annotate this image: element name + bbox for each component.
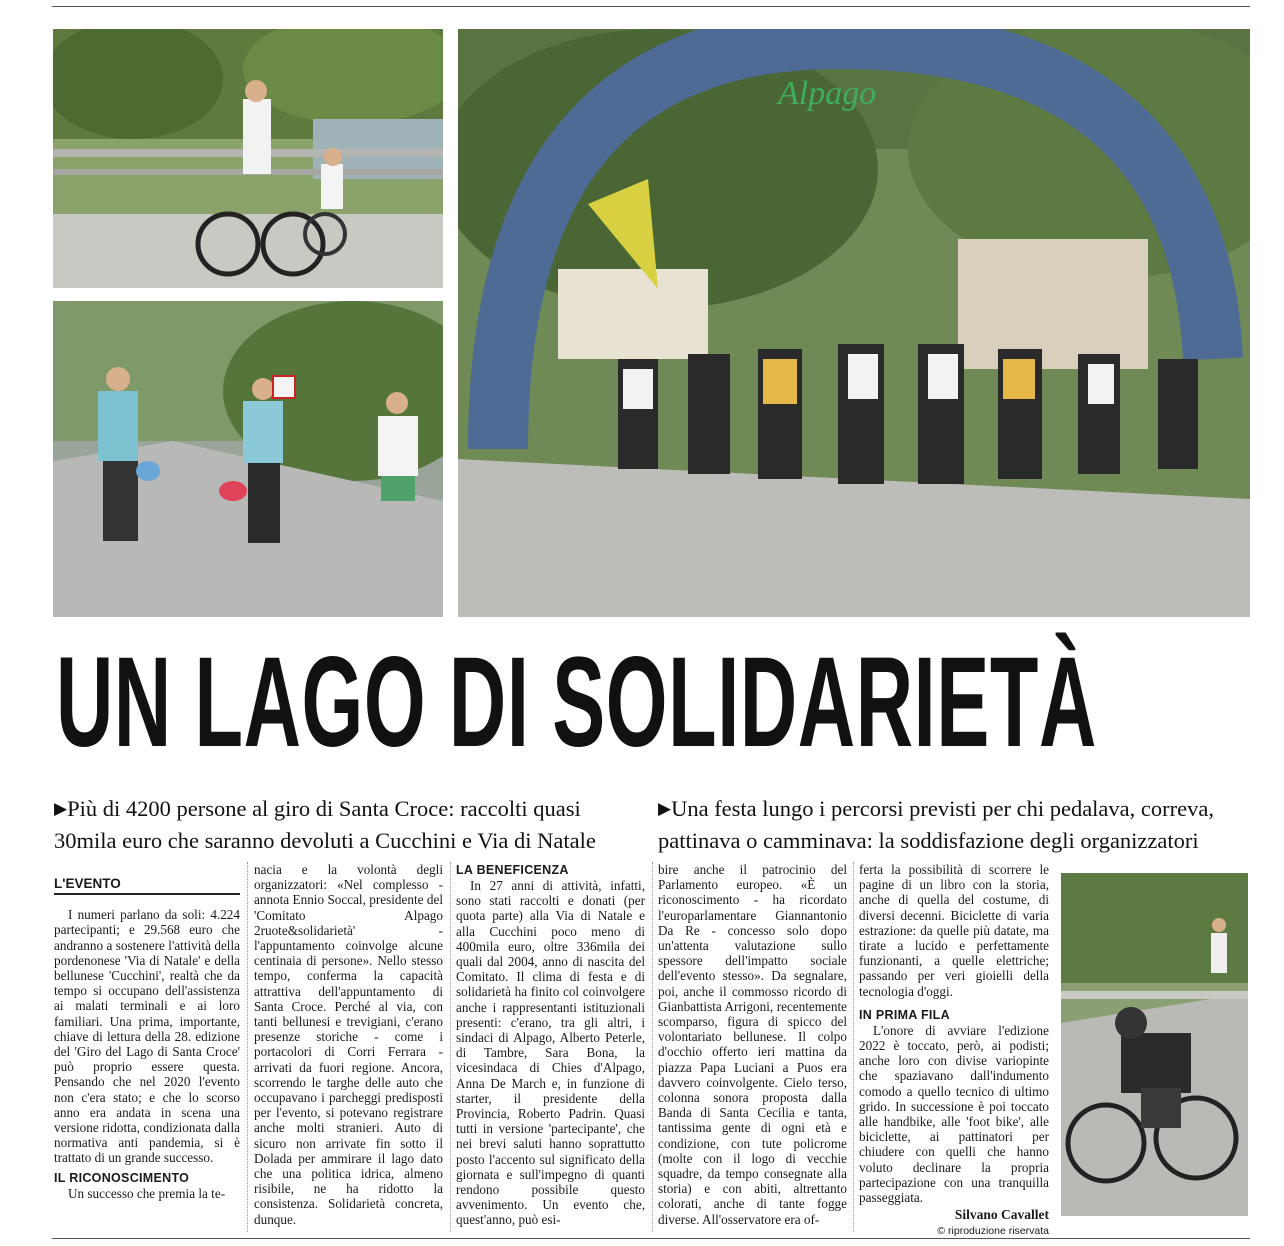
arch-brand: Alpago — [778, 75, 877, 112]
subhead-right — [658, 794, 1258, 856]
column-divider — [247, 862, 248, 1232]
photo-skaters — [53, 301, 443, 617]
paragraph: ferta la possibilità di scorrere le pagine di un libro con la storia, anche di quella del costume, di diversi decenni. Biciclette di varia estrazione: da quelle più datate, ma tirate a lucido e perfettamente funzionanti, a quelle elettriche; passando per veri gioielli della tecnologia d'oggi. — [859, 862, 1049, 999]
rights-notice: © riproduzione riservata — [937, 1225, 1049, 1238]
top-rule — [52, 6, 1250, 7]
column-divider — [853, 862, 854, 1232]
section-heading: IN PRIMA FILA — [859, 1007, 950, 1022]
paragraph: nacia e la volontà degli organizzatori: «Nel complesso - annota Ennio Soccal, presidente del 'Comitato Alpago 2ruote&solidarietà' - l'appuntamento coinvolge alcune centinaia di persone». Nello stesso tempo, conferma la capacità attrattiva dell'appuntamento di Santa Croce. Perché al via, con tanti bellunesi e trevigiani, c'erano presenze storiche - come i portacolori di Corri Ferrara - arrivati da fuori regione. Ancora, scorrendo le targhe delle auto che occupavano i parcheggi predisposti per l'evento, si potevano registrare anche molti stranieri. Auto di sicuro non arrivate fin sotto il Dolada per ammirare il lago dato che una politica idrica, almeno risibile, ne ha ridotto la consistenza. Solidarietà concreta, dunque. — [254, 862, 443, 1227]
article-column-4 — [658, 862, 847, 1227]
byline: Silvano Cavallet — [954, 1207, 1049, 1223]
triangle-icon: ▶ — [54, 799, 68, 818]
subhead-right-text: Una festa lungo i percorsi previsti per chi pedalava, correva, pattinava o camminava: la soddisfazione degli organizzatori — [658, 796, 1214, 853]
section-heading: LA BENEFICENZA — [456, 863, 569, 877]
article-column-3 — [456, 862, 645, 1228]
paragraph: Un successo che premia la te- — [68, 1185, 226, 1201]
article-column-1 — [54, 862, 240, 1201]
paragraph: In 27 anni di attività, infatti, sono stati raccolti e donati (per quota parte) alla Via di Natale e alla Cucchini poco meno di 400mila euro, oltre 336mila dei quali dal 2004, anno di nascita del Comitato. Il clima di festa e di solidarietà ha finito col coinvolgere anche i rappresentanti istituzionali presenti: c'erano, tra gli altri, i sindaci di Alpago, Alberto Peterle, di Tambre, Sara Bona, la vicesindaca di Chies d'Alpago, Anna De March e, in funzione di starter, il presidente della Provincia, Roberto Padrin. Quasi tutti in versione 'partecipante', che nei brevi saluti hanno soprattutto posto l'accento sul significato della giornata e sull'impegno di quanti rendono possibile questo avvenimento. Un evento che, quest'anno, può esi- — [456, 878, 645, 1228]
photo-cyclists — [53, 29, 443, 288]
paragraph: L'onore di avviare l'edizione 2022 è toccato, però, ai podisti; anche loro con divise variopinte che spaziavano dall'indumento comodo a quello tecnico di ultimo grido. In successione è poi toccato alle handbike, alle 'foot bike', alle biciclette, ai pattinatori per chiudere con quelli che hanno voluto declinare la propria partecipazione con una tranquilla passeggiata. — [859, 1022, 1049, 1206]
paragraph: bire anche il patrocinio del Parlamento europeo. «È un riconoscimento - ha ricordato l'europarlamentare Giannantonio Da Re - concesso solo dopo un'attenta valutazione sullo spessore dell'impatto sociale dell'evento stesso». Da segnalare, poi, anche il commosso ricordo di Gianbattista Arrigoni, recentemente scomparso, figura di spicco del volontariato bellunese. Il colpo d'occhio offerto ieri mattina da piazza Papa Luciani a Puos era davvero coinvolgente. Cielo terso, colonna sonora proposta dalla Banda di Santa Cecilia e tanta, tantissima gente di ogni età e condizione, con tute policrome (molte con il logo di vecchie squadre, da tempo consegnate alla storia) e con abiti, altrettanto colorati, anche di tante fogge diverse. All'osservatore era of- — [658, 862, 847, 1227]
triangle-icon: ▶ — [658, 799, 672, 818]
subhead-left — [54, 794, 634, 856]
article-column-5 — [859, 862, 1049, 1240]
column-divider — [652, 862, 653, 1232]
paragraph: I numeri parlano da soli: 4.224 partecipanti; e 29.568 euro che andranno a sostenere l'attività della pordenonese 'Via di Natale' e della bellunese 'Cucchini', realtà che da tempo si occupano dell'assistenza ai malati terminali e ai loro familiari. Una prima, importante, chiave di lettura della 28. edizione del 'Giro del Lago di Santa Croce' può proprio essere questa. Pensando che nel 2020 l'evento non c'era stato; e che lo scorso anno era andata in scena una versione ridotta, condizionata dalla normativa anti pandemia, si è trattato di un grande successo. — [54, 907, 240, 1166]
section-heading: IL RICONOSCIMENTO — [54, 1170, 190, 1185]
subhead-left-text: Più di 4200 persone al giro di Santa Croce: raccolti quasi 30mila euro che saranno devoluti a Cucchini e Via di Natale — [54, 796, 596, 853]
photo-race-start — [458, 29, 1250, 617]
article-column-2 — [254, 862, 443, 1227]
photo-handbike — [1061, 873, 1248, 1216]
bottom-rule — [52, 1238, 1250, 1239]
kicker-evento: L'EVENTO — [54, 876, 240, 895]
headline: UN LAGO DI SOLIDARIETÀ — [56, 631, 1097, 774]
column-divider — [450, 862, 451, 1232]
